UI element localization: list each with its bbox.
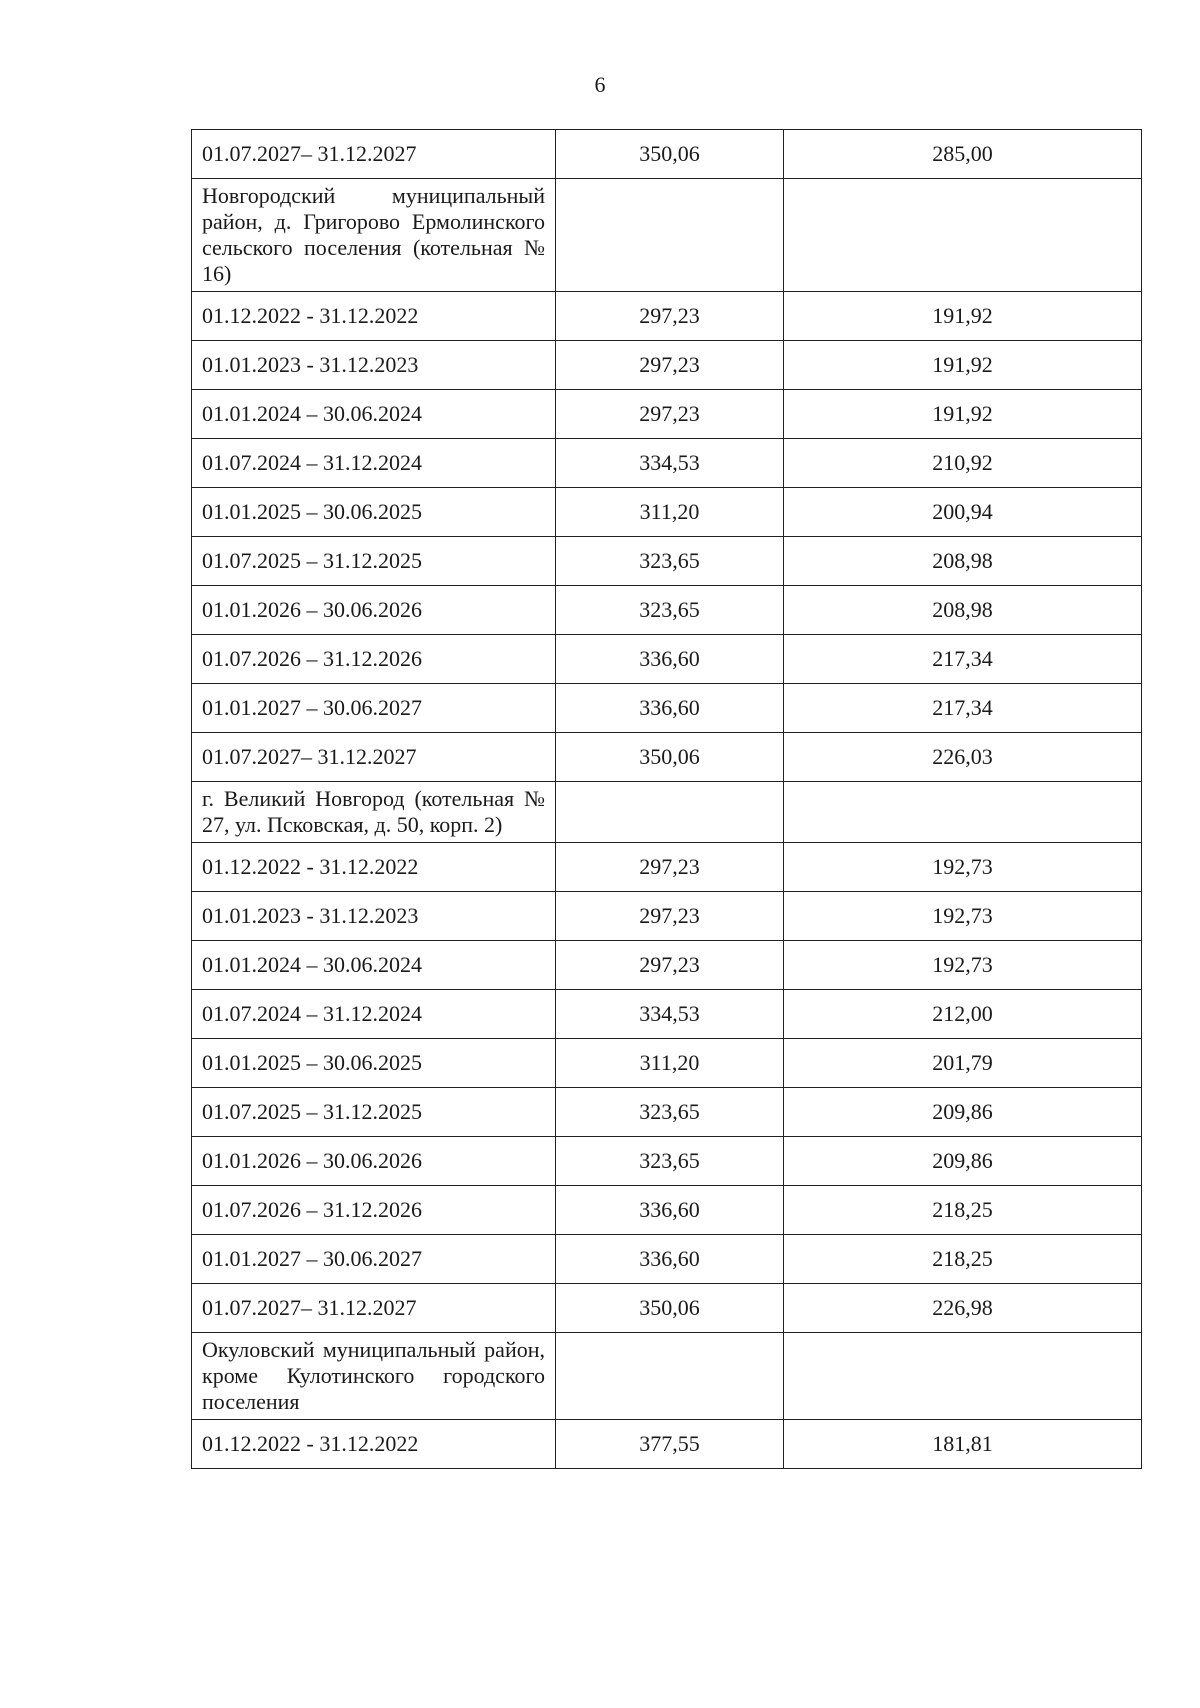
value-2-cell: 191,92: [784, 341, 1142, 390]
empty-cell: [556, 179, 784, 292]
value-1-cell: 323,65: [556, 586, 784, 635]
value-1-cell: 350,06: [556, 733, 784, 782]
empty-cell: [784, 782, 1142, 843]
table-row: [192, 390, 1142, 439]
group-label-cell: Окуловский муниципальный район, кроме Кулотинского городского поселения: [192, 1333, 556, 1420]
empty-cell: [784, 1333, 1142, 1420]
table-row: [192, 635, 1142, 684]
value-2-cell: 201,79: [784, 1039, 1142, 1088]
period-cell: 01.07.2025 – 31.12.2025: [192, 537, 556, 586]
value-1-cell: 297,23: [556, 843, 784, 892]
value-2-cell: 208,98: [784, 537, 1142, 586]
table-row: [192, 292, 1142, 341]
table-row: [192, 1420, 1142, 1469]
table-row: [192, 341, 1142, 390]
period-cell: 01.07.2027– 31.12.2027: [192, 733, 556, 782]
period-cell: 01.01.2023 - 31.12.2023: [192, 892, 556, 941]
table-row: [192, 1284, 1142, 1333]
table-row: [192, 488, 1142, 537]
value-1-cell: 323,65: [556, 1088, 784, 1137]
period-cell: 01.01.2026 – 30.06.2026: [192, 586, 556, 635]
table-row: [192, 1186, 1142, 1235]
table-row: [192, 537, 1142, 586]
value-1-cell: 336,60: [556, 1186, 784, 1235]
table-row: [192, 1039, 1142, 1088]
period-cell: 01.07.2026 – 31.12.2026: [192, 1186, 556, 1235]
value-1-cell: 336,60: [556, 635, 784, 684]
table-row: [192, 130, 1142, 179]
table-row: [192, 1088, 1142, 1137]
value-1-cell: 297,23: [556, 390, 784, 439]
value-2-cell: 181,81: [784, 1420, 1142, 1469]
period-cell: 01.12.2022 - 31.12.2022: [192, 1420, 556, 1469]
value-2-cell: 192,73: [784, 941, 1142, 990]
period-cell: 01.01.2026 – 30.06.2026: [192, 1137, 556, 1186]
value-1-cell: 311,20: [556, 488, 784, 537]
table-row: [192, 1137, 1142, 1186]
group-header-row: [192, 179, 1142, 292]
value-1-cell: 323,65: [556, 537, 784, 586]
value-2-cell: 208,98: [784, 586, 1142, 635]
period-cell: 01.01.2027 – 30.06.2027: [192, 684, 556, 733]
table-row: [192, 733, 1142, 782]
value-2-cell: 226,98: [784, 1284, 1142, 1333]
value-2-cell: 210,92: [784, 439, 1142, 488]
value-2-cell: 191,92: [784, 292, 1142, 341]
value-2-cell: 192,73: [784, 892, 1142, 941]
value-1-cell: 377,55: [556, 1420, 784, 1469]
value-1-cell: 334,53: [556, 439, 784, 488]
group-label-cell: г. Великий Новгород (котельная № 27, ул. Псковская, д. 50, корп. 2): [192, 782, 556, 843]
period-cell: 01.12.2022 - 31.12.2022: [192, 843, 556, 892]
table-row: [192, 843, 1142, 892]
empty-cell: [556, 1333, 784, 1420]
value-2-cell: 218,25: [784, 1186, 1142, 1235]
value-2-cell: 191,92: [784, 390, 1142, 439]
value-2-cell: 209,86: [784, 1137, 1142, 1186]
period-cell: 01.01.2025 – 30.06.2025: [192, 1039, 556, 1088]
group-header-row: [192, 1333, 1142, 1420]
group-header-row: [192, 782, 1142, 843]
table-row: [192, 941, 1142, 990]
group-label-cell: Новгородский муниципальный район, д. Григорово Ермолинского сельского поселения (котельная № 16): [192, 179, 556, 292]
empty-cell: [784, 179, 1142, 292]
value-2-cell: 200,94: [784, 488, 1142, 537]
tariff-table-body: [192, 130, 1142, 1469]
period-cell: 01.07.2025 – 31.12.2025: [192, 1088, 556, 1137]
period-cell: 01.07.2027– 31.12.2027: [192, 130, 556, 179]
value-2-cell: 285,00: [784, 130, 1142, 179]
table-row: [192, 684, 1142, 733]
table-row: [192, 990, 1142, 1039]
value-2-cell: 217,34: [784, 635, 1142, 684]
value-1-cell: 336,60: [556, 684, 784, 733]
value-1-cell: 297,23: [556, 941, 784, 990]
period-cell: 01.07.2026 – 31.12.2026: [192, 635, 556, 684]
table-row: [192, 892, 1142, 941]
period-cell: 01.07.2024 – 31.12.2024: [192, 439, 556, 488]
value-1-cell: 350,06: [556, 1284, 784, 1333]
value-2-cell: 192,73: [784, 843, 1142, 892]
value-1-cell: 311,20: [556, 1039, 784, 1088]
value-2-cell: 218,25: [784, 1235, 1142, 1284]
period-cell: 01.07.2027– 31.12.2027: [192, 1284, 556, 1333]
value-1-cell: 336,60: [556, 1235, 784, 1284]
period-cell: 01.07.2024 – 31.12.2024: [192, 990, 556, 1039]
value-1-cell: 350,06: [556, 130, 784, 179]
table-row: [192, 586, 1142, 635]
table-row: [192, 1235, 1142, 1284]
period-cell: 01.12.2022 - 31.12.2022: [192, 292, 556, 341]
value-1-cell: 297,23: [556, 892, 784, 941]
tariff-table: [191, 129, 1142, 1469]
table-row: [192, 439, 1142, 488]
period-cell: 01.01.2027 – 30.06.2027: [192, 1235, 556, 1284]
value-2-cell: 212,00: [784, 990, 1142, 1039]
value-2-cell: 209,86: [784, 1088, 1142, 1137]
period-cell: 01.01.2024 – 30.06.2024: [192, 390, 556, 439]
empty-cell: [556, 782, 784, 843]
page-number: 6: [594, 72, 606, 97]
value-1-cell: 297,23: [556, 341, 784, 390]
value-1-cell: 297,23: [556, 292, 784, 341]
period-cell: 01.01.2023 - 31.12.2023: [192, 341, 556, 390]
value-2-cell: 226,03: [784, 733, 1142, 782]
period-cell: 01.01.2025 – 30.06.2025: [192, 488, 556, 537]
value-1-cell: 323,65: [556, 1137, 784, 1186]
value-1-cell: 334,53: [556, 990, 784, 1039]
period-cell: 01.01.2024 – 30.06.2024: [192, 941, 556, 990]
value-2-cell: 217,34: [784, 684, 1142, 733]
